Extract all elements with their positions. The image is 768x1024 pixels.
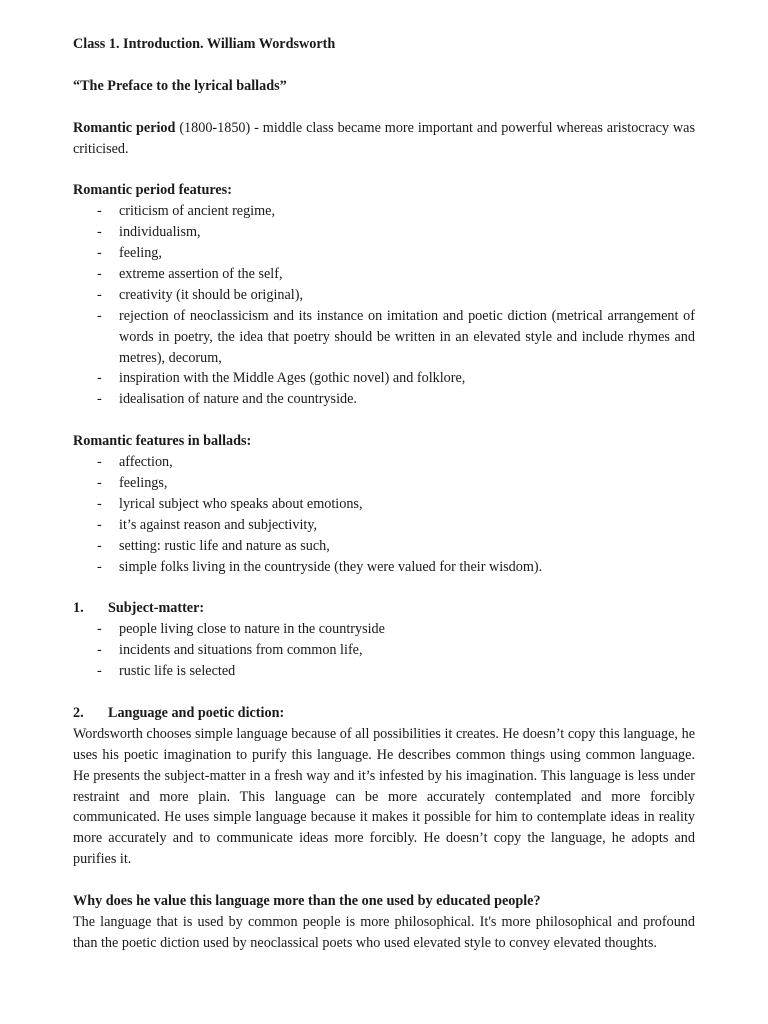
list-item: - creativity (it should be original),: [73, 285, 695, 306]
ballads-list: [73, 452, 695, 577]
list-item: - rejection of neoclassicism and its instance on imitation and poetic diction (metrical arrangement of words in poetry, the idea that poetry should be written in an elevated style and include rhymes and metres), decorum,: [97, 307, 695, 366]
dash-bullet: -: [97, 495, 102, 512]
subject-matter-heading: 1. Subject-matter:: [73, 598, 695, 619]
ballads-heading: Romantic features in ballads:: [73, 433, 252, 450]
list-item: - inspiration with the Middle Ages (gothic novel) and folklore,: [73, 368, 695, 389]
list-item: - setting: rustic life and nature as such,: [73, 536, 695, 557]
dash-bullet: -: [97, 516, 102, 533]
dash-bullet: -: [97, 642, 102, 659]
language-paragraph: Wordsworth chooses simple language because of all possibilities it creates. He doesn’t copy this language, he uses his poetic imagination to purify this language. He describes common things using common language. He presents the subject-matter in a fresh way and it’s infested by his imagination. This language is less under restraint and more plain. This language can be more accurately contemplated and more forcibly communicated. He uses simple language because it makes it possible for him to contemplate ideas in reality more accurately and to communicate ideas more forcibly. He doesn’t copy the language, he adopts and purifies it.: [73, 725, 695, 868]
dash-bullet: -: [97, 203, 102, 220]
list-item: - criticism of ancient regime,: [73, 201, 695, 222]
list-item: - simple folks living in the countryside (they were valued for their wisdom).: [73, 557, 695, 578]
dash-bullet: -: [97, 307, 102, 324]
question-paragraph: The language that is used by common people is more philosophical. It's more philosophical and profound than the poetic diction used by neoclassical poets who used elevated style to convey elevated thoughts.: [73, 913, 695, 951]
document-title: Class 1. Introduction. William Wordsworth: [73, 36, 336, 52]
dash-bullet: -: [97, 558, 102, 575]
list-item: - lyrical subject who speaks about emotions,: [73, 494, 695, 515]
subject-matter-list: [73, 619, 695, 682]
dash-bullet: -: [97, 537, 102, 554]
dash-bullet: -: [97, 224, 102, 241]
dash-bullet: -: [97, 370, 102, 387]
dash-bullet: -: [97, 663, 102, 680]
dash-bullet: -: [97, 265, 102, 282]
list-item: - people living close to nature in the countryside: [73, 619, 695, 640]
dash-bullet: -: [97, 454, 102, 471]
language-heading: 2. Language and poetic diction:: [73, 703, 695, 724]
dash-bullet: -: [97, 286, 102, 303]
features-list: [73, 201, 695, 410]
list-item: - feeling,: [73, 243, 695, 264]
section-number: 2.: [73, 704, 84, 721]
list-item: - affection,: [73, 452, 695, 473]
romantic-period-paragraph: [73, 118, 695, 160]
section-number: 1.: [73, 600, 84, 617]
document-subtitle: “The Preface to the lyrical ballads”: [73, 77, 287, 94]
list-item: - it’s against reason and subjectivity,: [73, 515, 695, 536]
list-item: - incidents and situations from common life,: [73, 640, 695, 661]
features-heading: Romantic period features:: [73, 182, 232, 199]
dash-bullet: -: [97, 621, 102, 638]
document-content: [73, 34, 695, 954]
list-item: - feelings,: [73, 473, 695, 494]
list-item: - rustic life is selected: [73, 661, 695, 682]
dash-bullet: -: [97, 474, 102, 491]
list-item: - individualism,: [73, 222, 695, 243]
list-item: - extreme assertion of the self,: [73, 264, 695, 285]
romantic-period-description: (1800-1850) - middle class became more important and powerful whereas aristocracy was criticised.: [73, 119, 695, 157]
dash-bullet: -: [97, 245, 102, 262]
romantic-period-term: Romantic period: [73, 119, 176, 136]
dash-bullet: -: [97, 391, 102, 408]
list-item: - idealisation of nature and the countryside.: [73, 389, 695, 410]
question-heading: Why does he value this language more than the one used by educated people?: [73, 893, 541, 910]
